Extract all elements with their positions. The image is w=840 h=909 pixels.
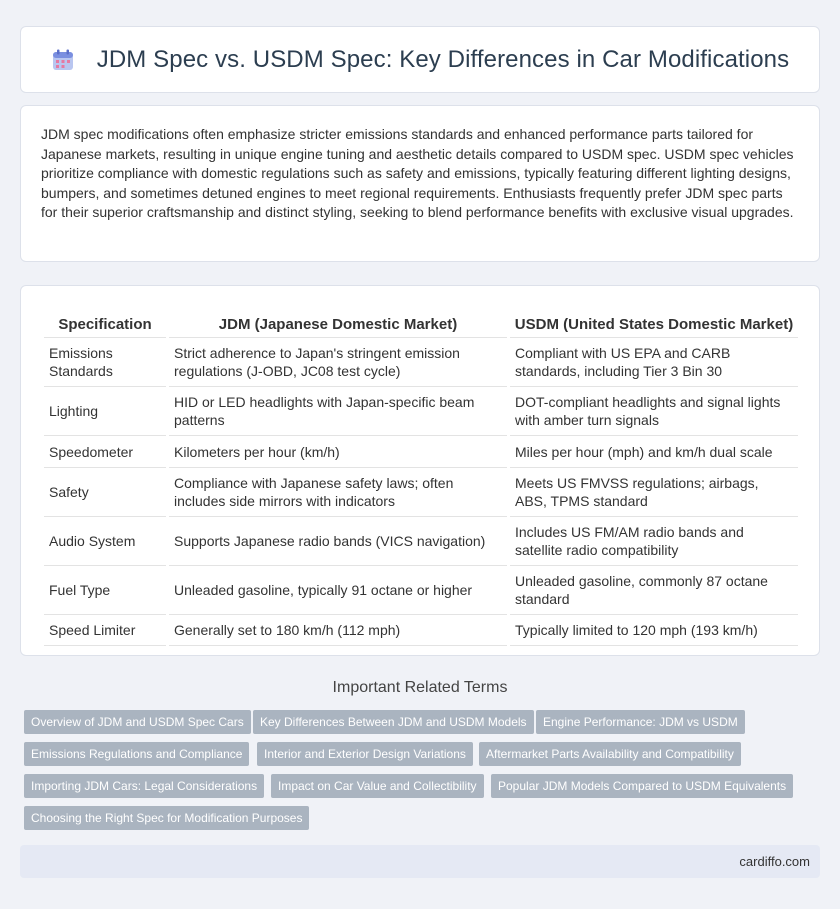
table-row [44,615,798,646]
intro-text: JDM spec modifications often emphasize stricter emissions standards and enhanced performance parts tailored for Japanese markets, resulting in unique engine tuning and aesthetic details compared to USDM spec. USDM spec vehicles prioritize compliance with domestic regulations such as safety and emissions, typically featuring different lighting designs, bumpers, and sometimes detuned engines to meet regional requirements. Enthusiasts frequently prefer JDM spec parts for their superior craftsmanship and distinct styling, seeking to blend performance benefits with exclusive visual upgrades. [41,126,794,220]
comparison-table-card [20,285,820,656]
cell-spec: Speed Limiter [44,615,166,646]
header-usdm: USDM (United States Domestic Market) [510,306,798,338]
related-tag[interactable]: Emissions Regulations and Compliance [24,742,249,766]
page-title: JDM Spec vs. USDM Spec: Key Differences in Car Modifications [96,45,790,73]
cell-usdm: DOT-compliant headlights and signal lights with amber turn signals [510,387,798,436]
cell-usdm: Typically limited to 120 mph (193 km/h) [510,615,798,646]
cell-spec: Fuel Type [44,566,166,615]
related-tag[interactable]: Interior and Exterior Design Variations [257,742,473,766]
footer [20,845,820,878]
title-card [20,26,820,93]
header-jdm: JDM (Japanese Domestic Market) [169,306,507,338]
comparison-table [41,306,801,646]
related-tag[interactable]: Importing JDM Cars: Legal Considerations [24,774,264,798]
calendar-icon [51,48,75,72]
table-row [44,468,798,517]
cell-jdm: Supports Japanese radio bands (VICS navigation) [169,517,507,566]
related-tag[interactable]: Popular JDM Models Compared to USDM Equivalents [491,774,793,798]
cell-spec: Safety [44,468,166,517]
cell-usdm: Compliant with US EPA and CARB standards, including Tier 3 Bin 30 [510,338,798,387]
related-tag[interactable]: Engine Performance: JDM vs USDM [536,710,745,734]
cell-spec: Speedometer [44,436,166,468]
table-row [44,566,798,615]
cell-jdm: Generally set to 180 km/h (112 mph) [169,615,507,646]
cell-jdm: HID or LED headlights with Japan-specific beam patterns [169,387,507,436]
related-terms-title: Important Related Terms [332,679,508,696]
cell-spec: Audio System [44,517,166,566]
related-tag[interactable]: Choosing the Right Spec for Modification Purposes [24,806,309,830]
cell-usdm: Miles per hour (mph) and km/h dual scale [510,436,798,468]
cell-jdm: Strict adherence to Japan's stringent emission regulations (J-OBD, JC08 test cycle) [169,338,507,387]
cell-usdm: Unleaded gasoline, commonly 87 octane standard [510,566,798,615]
footer-site-link[interactable]: cardiffo.com [739,854,810,869]
cell-jdm: Compliance with Japanese safety laws; often includes side mirrors with indicators [169,468,507,517]
cell-spec: Emissions Standards [44,338,166,387]
cell-usdm: Meets US FMVSS regulations; airbags, ABS, TPMS standard [510,468,798,517]
table-row [44,436,798,468]
intro-card [20,105,820,262]
table-row [44,338,798,387]
related-tag[interactable]: Aftermarket Parts Availability and Compatibility [479,742,741,766]
related-tag[interactable]: Impact on Car Value and Collectibility [271,774,484,798]
table-row [44,517,798,566]
related-tag[interactable]: Key Differences Between JDM and USDM Models [253,710,534,734]
cell-jdm: Unleaded gasoline, typically 91 octane or higher [169,566,507,615]
table-row [44,387,798,436]
related-tag[interactable]: Overview of JDM and USDM Spec Cars [24,710,251,734]
cell-spec: Lighting [44,387,166,436]
cell-jdm: Kilometers per hour (km/h) [169,436,507,468]
cell-usdm: Includes US FM/AM radio bands and satellite radio compatibility [510,517,798,566]
header-specification: Specification [44,306,166,338]
